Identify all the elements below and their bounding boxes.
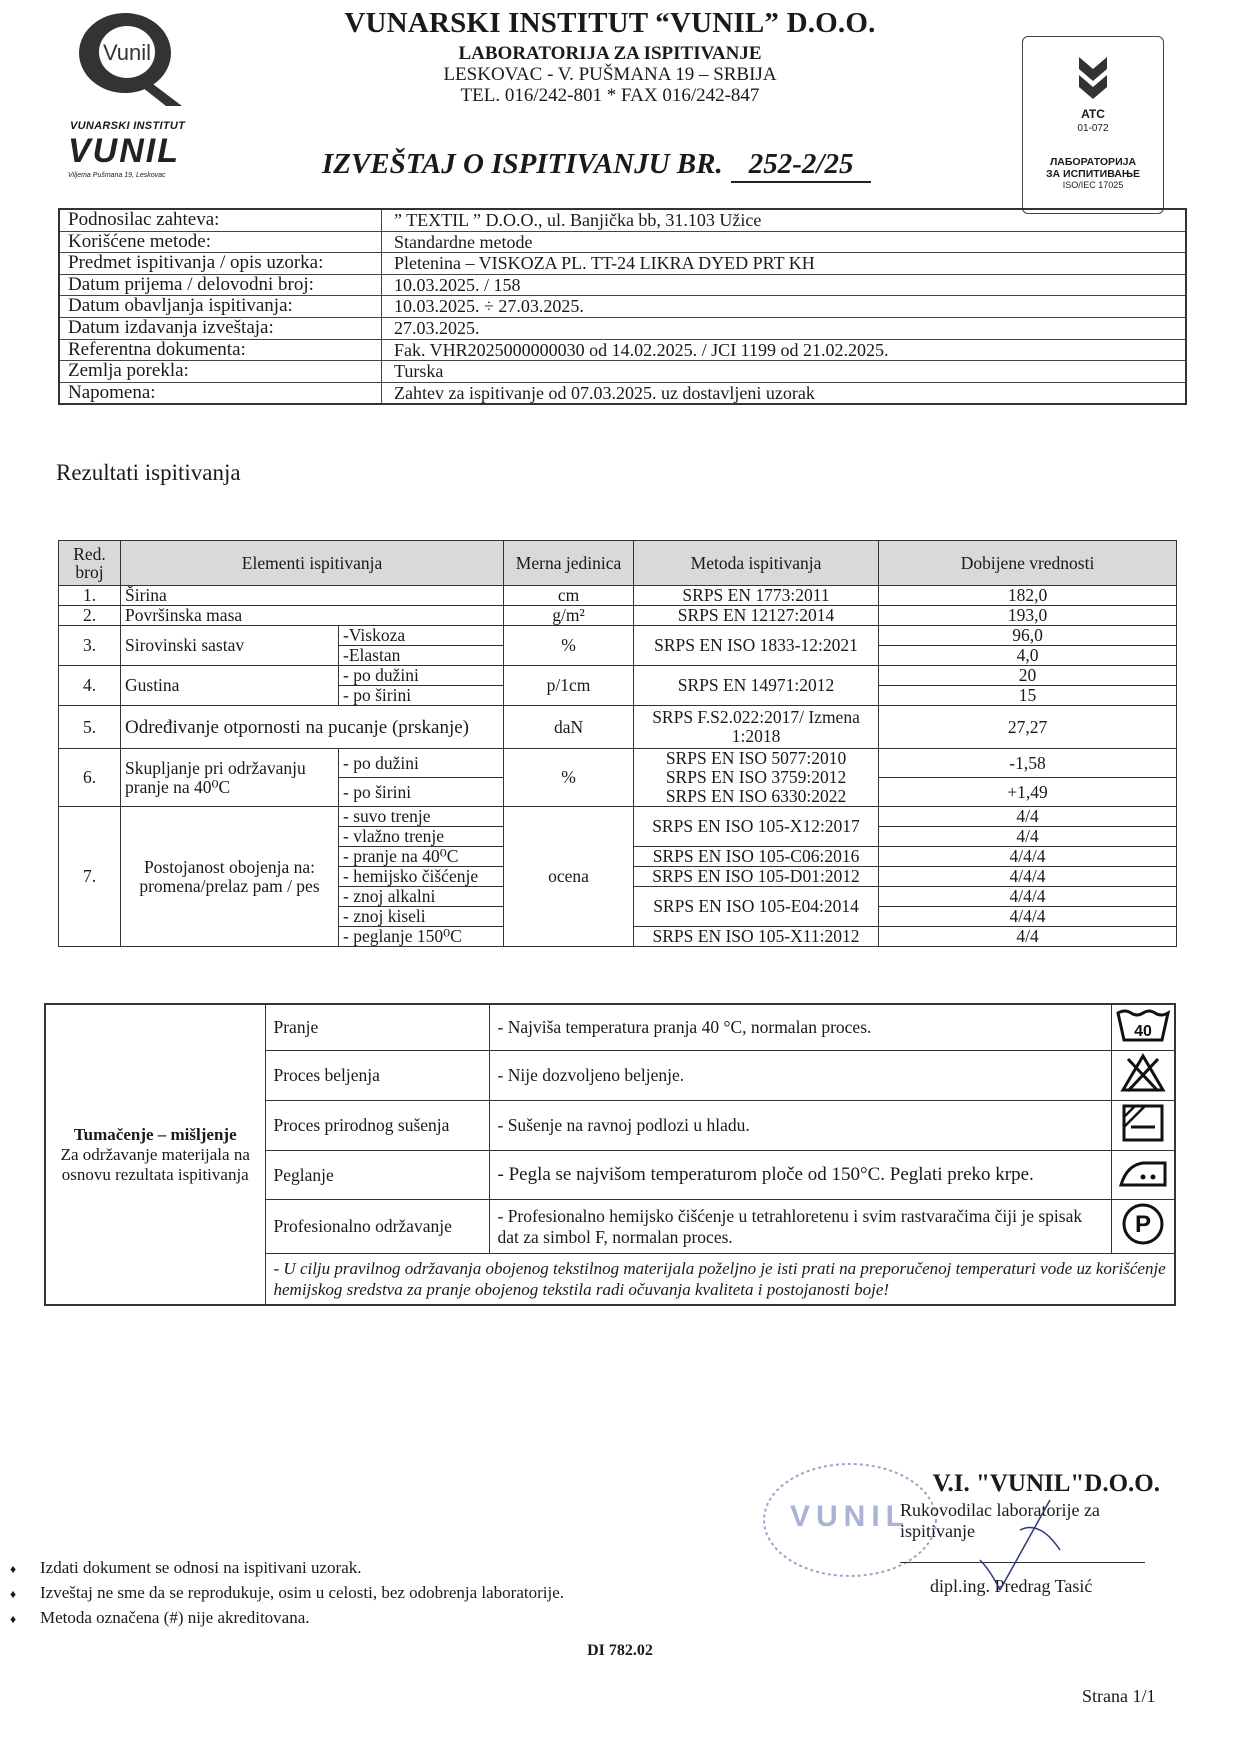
atc-label: ATC	[1081, 107, 1105, 121]
signature-name: dipl.ing. Predrag Tasić	[930, 1576, 1093, 1596]
badge-line1: ЛАБОРАТОРИЈА	[1049, 156, 1137, 168]
badge-line2: ЗА ИСПИТИВАЊЕ	[1045, 168, 1141, 181]
interpretation-table	[44, 1003, 1176, 1306]
table-row: - hemijsko čišćenje SRPS EN ISO 105-D01:2012 4/4/4	[59, 867, 1177, 887]
info-row: Podnosilac zahteva: ” TEXTIL ” D.O.O., ul. Banjička bb, 31.103 Užice	[60, 210, 1185, 231]
info-row: Datum prijema / delovodni broj: 10.03.2025. / 158	[60, 274, 1185, 296]
footer-note: ♦ Izveštaj ne sme da se reprodukuje, osim u celosti, bez odobrenja laboratorije.	[10, 1581, 564, 1606]
care-row-washing: Tumačenje – mišljenje Za održavanje materijala na osnovu rezultata ispitivanja Pranje - Najviša temperatura pranja 40 °C, normalan proces. 40	[45, 1004, 1175, 1051]
atc-code: 01-072	[1077, 123, 1109, 134]
logo-label-small: VUNARSKI INSTITUT	[70, 120, 186, 132]
q-logo-icon	[70, 8, 190, 108]
info-row: Napomena: Zahtev za ispitivanje od 07.03.2025. uz dostavljeni uzorak	[60, 382, 1185, 404]
results-header-row	[59, 541, 1177, 586]
document-code: DI 782.02	[587, 1642, 653, 1659]
request-info-table	[58, 208, 1187, 405]
header-value: Dobijene vrednosti	[879, 541, 1177, 586]
info-row: Datum izdavanja izveštaja: 27.03.2025.	[60, 317, 1185, 339]
lab-address: LESKOVAC - V. PUŠMANA 19 – SRBIJA	[443, 63, 777, 85]
wash-40-icon	[1115, 1007, 1171, 1043]
table-row: - pranje na 40⁰C SRPS EN ISO 105-C06:2016 4/4/4	[59, 847, 1177, 867]
logo-label-big: VUNIL	[68, 132, 180, 170]
table-row: 1. Širina cm SRPS EN 1773:2011 182,0	[59, 586, 1177, 606]
signature-company: V.I. "VUNIL"D.O.O.	[932, 1470, 1160, 1497]
header-unit: Merna jedinica	[504, 541, 634, 586]
table-row: 7. Postojanost obojenja na: promena/prelaz pam / pes - suvo trenje ocena SRPS EN ISO 105-X12:2017 4/4	[59, 807, 1177, 827]
table-row: -Elastan 4,0	[59, 646, 1177, 666]
signature-block	[900, 1470, 1160, 1597]
table-row: - po širini 15	[59, 686, 1177, 706]
care-row-bleaching: Proces beljenja - Nije dozvoljeno beljenje.	[45, 1051, 1175, 1101]
institute-logo	[60, 8, 210, 183]
report-number: 252-2/25	[731, 148, 872, 183]
page-number: Strana 1/1	[1082, 1686, 1156, 1706]
table-row: 3. Sirovinski sastav -Viskoza % SRPS EN ISO 1833-12:2021 96,0	[59, 626, 1177, 646]
badge-standard: ISO/IEC 17025	[1062, 180, 1124, 191]
table-row: - peglanje 150⁰C SRPS EN ISO 105-X11:2012 4/4	[59, 927, 1177, 947]
info-row: Datum obavljanja ispitivanja: 10.03.2025. ÷ 27.03.2025.	[60, 295, 1185, 317]
interpretation-label: Tumačenje – mišljenje Za održavanje materijala na osnovu rezultata ispitivanja	[45, 1004, 265, 1305]
iron-icon	[1117, 1157, 1169, 1189]
results-table	[58, 540, 1177, 947]
care-row-ironing: Peglanje - Pegla se najvišom temperaturom ploče od 150°C. Peglati preko krpe.	[45, 1151, 1175, 1200]
atc-logo-icon	[1075, 53, 1111, 101]
footer-note: ♦ Izdati dokument se odnosi na ispitivani uzorak.	[10, 1556, 564, 1581]
professional-cleaning-p-icon	[1121, 1202, 1165, 1246]
lab-phone: TEL. 016/242-801 * FAX 016/242-847	[460, 84, 760, 106]
handwritten-signature	[960, 1490, 1070, 1600]
table-row: 2. Površinska masa g/m² SRPS EN 12127:2014 193,0	[59, 606, 1177, 626]
care-note: - U cilju pravilnog održavanja obojenog tekstilnog materijala poželjno je isti prati na preporučenoj temperaturi vode uz korišćenje hemijskog sredstva za pranje obojenog tekstila radi očuvanja kvaliteta i postojanosti boje!	[265, 1254, 1175, 1306]
report-prefix: IZVEŠTAJ O ISPITIVANJU BR.	[322, 148, 723, 180]
table-row: - po širini +1,49	[59, 778, 1177, 807]
info-row: Predmet ispitivanja / opis uzorka: Pletenina – VISKOZA PL. TT-24 LIKRA DYED PRT KH	[60, 252, 1185, 274]
footer-note: ♦ Metoda označena (#) nije akreditovana.	[10, 1606, 564, 1631]
signature-role: Rukovodilac laboratorije za ispitivanje	[900, 1500, 1100, 1541]
care-row-professional: Profesionalno održavanje - Profesionalno hemijsko čišćenje u tetrahloretenu i svim rastvaračima čiji je spisak dat za simbol F, normalan proces. P	[45, 1200, 1175, 1254]
table-row: - vlažno trenje 4/4	[59, 827, 1177, 847]
header	[290, 8, 930, 107]
info-row: Zemlja porekla: Turska	[60, 360, 1185, 382]
report-title	[322, 148, 871, 183]
logo-mark-text: Vunil	[102, 40, 152, 65]
lab-subtitle: LABORATORIJA ZA ISPITIVANJE	[458, 42, 762, 64]
accreditation-badge	[1022, 36, 1164, 214]
care-row-drying: Proces prirodnog sušenja - Sušenje na ravnoj podlozi u hladu.	[45, 1101, 1175, 1151]
header-no: Red. broj	[59, 541, 121, 586]
table-row: - znoj alkalni SRPS EN ISO 105-E04:2014 4/4/4	[59, 887, 1177, 907]
info-row: Korišćene metode: Standardne metode	[60, 231, 1185, 253]
header-elements: Elementi ispitivanja	[121, 541, 504, 586]
footer-notes	[10, 1556, 564, 1631]
no-bleach-icon	[1120, 1053, 1166, 1093]
table-row: - znoj kiseli 4/4/4	[59, 907, 1177, 927]
table-row: 4. Gustina - po dužini p/1cm SRPS EN 14971:2012 20	[59, 666, 1177, 686]
logo-address: Viljema Pušmana 19, Leskovac	[68, 172, 166, 179]
dry-flat-shade-icon	[1121, 1103, 1165, 1143]
results-title: Rezultati ispitivanja	[56, 460, 241, 485]
header-method: Metoda ispitivanja	[634, 541, 879, 586]
professional-cleaning-label: P	[1134, 1211, 1151, 1238]
table-row: 6. Skupljanje pri održavanju pranje na 40⁰C - po dužini % SRPS EN ISO 5077:2010 SRPS EN ISO 3759:2012 SRPS EN ISO 6330:2022 -1,58	[59, 749, 1177, 778]
wash-temp-label: 40	[1133, 1023, 1152, 1040]
stamp-text: VUNIL	[790, 1500, 910, 1533]
table-row: 5. Određivanje otpornosti na pucanje (prskanje) daN SRPS F.S2.022:2017/ Izmena 1:2018 27,27	[59, 706, 1177, 749]
institute-title: VUNARSKI INSTITUT “VUNIL” D.O.O.	[344, 7, 876, 39]
info-row: Referentna dokumenta: Fak. VHR2025000000030 od 14.02.2025. / JCI 1199 od 21.02.2025.	[60, 339, 1185, 361]
